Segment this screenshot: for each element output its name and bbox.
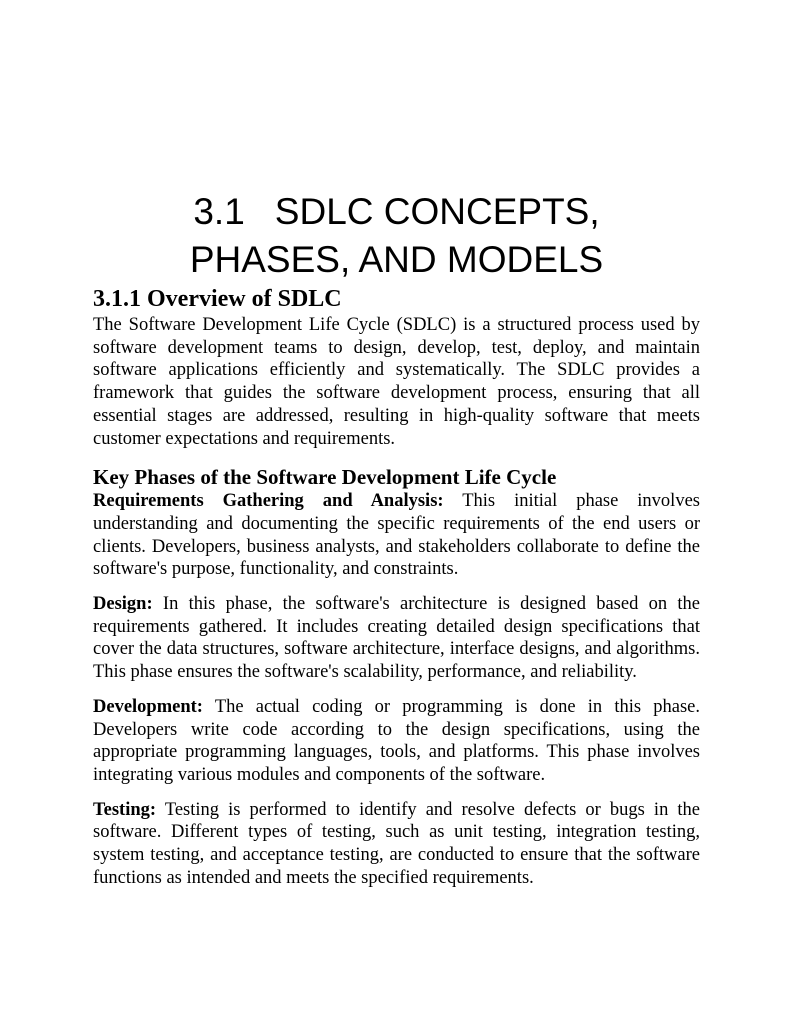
document-page xyxy=(93,188,700,889)
phase-text: This initial phase involves understanding and documenting the specific requirements of the end users or clients. Developers, business analysts, and stakeholders collaborate to define the software's purpose, functionality, and constraints. xyxy=(93,491,700,580)
phase-requirements xyxy=(93,490,700,581)
phase-text: In this phase, the software's architecture is designed based on the requirements gathered. It includes creating detailed design specifications that cover the data structures, software architecture, interface designs, and algorithms. This phase ensures the software's scalability, performance, and reliability. xyxy=(93,594,700,683)
phase-label: Testing: xyxy=(93,799,157,820)
phase-label: Requirements Gathering and Analysis: xyxy=(93,491,444,512)
phase-label: Design: xyxy=(93,594,153,615)
section-title: 3.1.1 Overview of SDLC xyxy=(93,286,342,312)
intro-paragraph: The Software Development Life Cycle (SDLC) is a structured process used by software development teams to design, develop, test, deploy, and maintain software applications efficiently and systematically. The SDLC provides a framework that guides the software development process, ensuring that all essential stages are addressed, resulting in high-quality software that meets customer expectations and requirements. xyxy=(93,315,700,449)
phase-development xyxy=(93,696,700,787)
chapter-number: 3.1 xyxy=(193,191,245,232)
chapter-title-line2: PHASES, AND MODELS xyxy=(189,239,604,280)
chapter-title xyxy=(93,188,700,284)
phases-heading: Key Phases of the Software Development Life Cycle xyxy=(93,465,557,490)
phase-text: The actual coding or programming is done in this phase. Developers write code according to the design specifications, using the appropriate programming languages, tools, and platforms. This phase involves integrating various modules and components of the software. xyxy=(93,696,700,785)
phase-text: Testing is performed to identify and resolve defects or bugs in the software. Different types of testing, such as unit testing, integration testing, system testing, and acceptance testing, are conducted to ensure that the software functions as intended and meets the specified requirements. xyxy=(93,799,700,888)
chapter-title-line1: SDLC CONCEPTS, xyxy=(274,191,600,232)
phase-testing xyxy=(93,799,700,890)
phase-label: Development: xyxy=(93,696,203,717)
phase-design xyxy=(93,593,700,684)
